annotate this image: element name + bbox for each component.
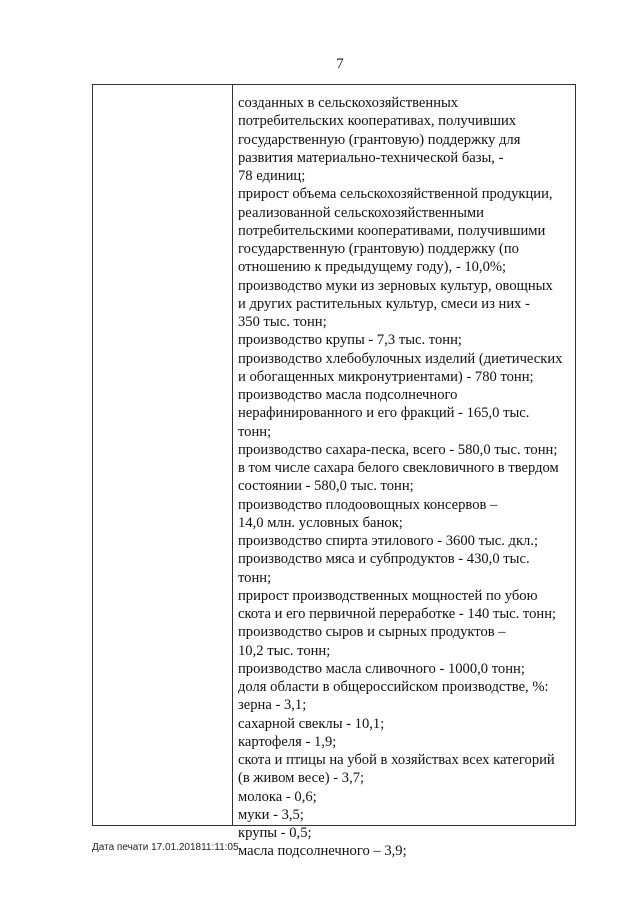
text-line: (в живом весе) - 3,7;	[238, 770, 365, 787]
text-line: производство спирта этилового - 3600 тыс. дкл.;	[238, 533, 539, 549]
page-number: 7	[336, 56, 344, 72]
text-line: и других растительных культур, смеси из них -	[238, 295, 530, 312]
text-line: 10,2 тыс. тонн;	[238, 642, 331, 659]
text-line: тонн;	[238, 423, 272, 440]
text-line: производство сыров и сырных продуктов –	[238, 624, 506, 641]
text-line: картофеля - 1,9;	[238, 733, 337, 750]
text-line: тонн;	[238, 569, 272, 586]
text-line: потребительских кооперативах, получивших	[238, 113, 517, 130]
text-line: зерна - 3,1;	[238, 697, 307, 714]
column-divider	[232, 85, 233, 825]
text-line: нерафинированного и его фракций - 165,0 тыс.	[238, 405, 530, 422]
text-line: созданных в сельскохозяйственных	[238, 95, 459, 111]
text-line: муки - 3,5;	[238, 806, 304, 823]
text-line: прирост объема сельскохозяйственной продукции,	[238, 186, 553, 203]
text-line: производство хлебобулочных изделий (диетических	[238, 350, 563, 367]
text-line: состоянии - 580,0 тыс. тонн;	[238, 478, 414, 495]
text-line: производство масла подсолнечного	[238, 387, 458, 403]
text-line: доля области в общероссийском производстве, %:	[238, 679, 549, 695]
text-line: скота и птицы на убой в хозяйствах всех категорий	[238, 752, 555, 768]
text-line: государственную (грантовую) поддержку (по	[238, 241, 519, 257]
content-column	[238, 94, 578, 861]
text-line: молока - 0,6;	[238, 788, 317, 805]
text-line: производство сахара-песка, всего - 580,0 тыс. тонн;	[238, 441, 558, 458]
print-date-footer: Дата печати 17.01.201811:11:05	[92, 842, 239, 853]
text-line: 350 тыс. тонн;	[238, 314, 327, 330]
text-line: государственную (грантовую) поддержку для	[238, 131, 521, 148]
text-line: производство масла сливочного - 1000,0 тонн;	[238, 660, 525, 677]
text-line: производство мяса и субпродуктов - 430,0 тыс.	[238, 551, 530, 568]
text-line: сахарной свеклы - 10,1;	[238, 715, 385, 732]
text-line: крупы - 0,5;	[238, 825, 312, 841]
text-line: производство крупы - 7,3 тыс. тонн;	[238, 332, 462, 349]
text-line: производство плодоовощных консервов –	[238, 496, 498, 513]
text-line: 78 единиц;	[238, 168, 306, 184]
text-line: производство муки из зерновых культур, овощных	[238, 277, 553, 294]
text-line: прирост производственных мощностей по убою	[238, 587, 538, 604]
text-line: реализованной сельскохозяйственными	[238, 204, 484, 221]
text-line: в том числе сахара белого свекловичного в твердом	[238, 460, 559, 476]
text-line: 14,0 млн. условных банок;	[238, 514, 403, 531]
text-line: и обогащенных микронутриентами) - 780 тонн;	[238, 368, 534, 385]
text-line: развития материально-технической базы, -	[238, 149, 504, 166]
text-line: отношению к предыдущему году), - 10,0%;	[238, 259, 507, 276]
text-line: масла подсолнечного – 3,9;	[238, 843, 407, 860]
text-line: скота и его первичной переработке - 140 тыс. тонн;	[238, 606, 557, 622]
text-line: потребительскими кооперативами, получившими	[238, 222, 546, 239]
